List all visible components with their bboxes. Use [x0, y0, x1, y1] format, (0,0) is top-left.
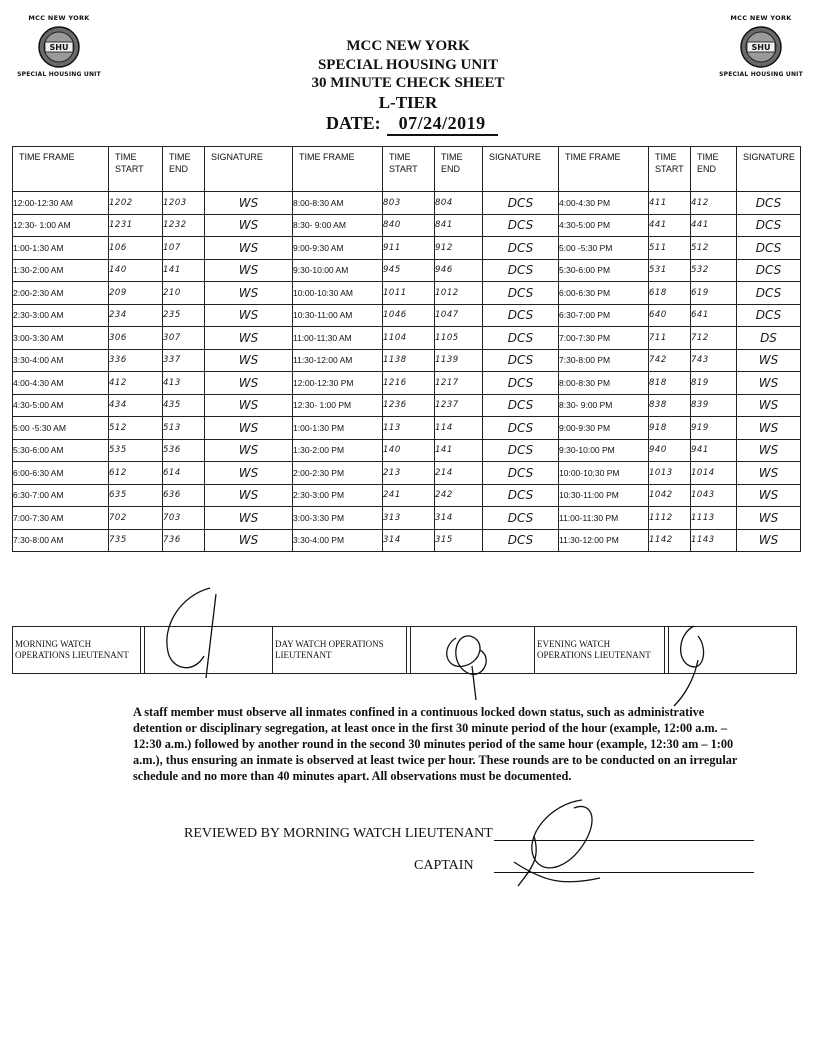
evening-time-start-cell[interactable]: 531: [649, 259, 691, 282]
signature-initials: WS: [238, 398, 259, 413]
signature-initials: WS: [758, 375, 779, 390]
signature-initials: DCS: [507, 443, 534, 458]
day-time-end-cell[interactable]: 1012: [435, 282, 483, 305]
day-time-start-cell[interactable]: 803: [383, 192, 435, 215]
evening-time-frame-cell: 10:00-10:30 PM: [559, 462, 649, 485]
day-time-start-cell[interactable]: 1236: [383, 394, 435, 417]
evening-time-start-cell[interactable]: 711: [649, 327, 691, 350]
evening-signature-cell[interactable]: [737, 484, 801, 507]
signature-initials: DCS: [507, 285, 534, 300]
morning-time-frame-cell: 12:30- 1:00 AM: [13, 214, 109, 237]
evening-time-frame-cell: 5:30-6:00 PM: [559, 259, 649, 282]
morning-time-start-cell[interactable]: 1231: [109, 214, 163, 237]
day-time-frame-cell: 1:00-1:30 PM: [293, 417, 383, 440]
evening-time-frame-cell: 10:30-11:00 PM: [559, 484, 649, 507]
evening-time-end-cell[interactable]: 743: [691, 349, 737, 372]
col-signature: SIGNATURE: [737, 147, 801, 192]
signature-initials: WS: [238, 263, 259, 278]
day-time-start-cell[interactable]: 313: [383, 507, 435, 530]
day-signature-cell[interactable]: [483, 349, 559, 372]
table-row: [13, 327, 801, 350]
table-header-row: [13, 147, 801, 192]
morning-time-frame-cell: 5:00 -5:30 AM: [13, 417, 109, 440]
evening-time-end-cell[interactable]: 1043: [691, 484, 737, 507]
day-time-end-cell[interactable]: 314: [435, 507, 483, 530]
morning-time-end-cell[interactable]: 736: [163, 529, 205, 552]
day-time-start-cell[interactable]: 945: [383, 259, 435, 282]
day-time-frame-cell: 11:30-12:00 AM: [293, 349, 383, 372]
morning-time-frame-cell: 3:00-3:30 AM: [13, 327, 109, 350]
evening-signature-cell[interactable]: [737, 349, 801, 372]
logo-top-text: MCC NEW YORK: [28, 14, 90, 22]
svg-text:SHU: SHU: [751, 43, 771, 52]
day-time-frame-cell: 12:30- 1:00 PM: [293, 394, 383, 417]
morning-time-end-cell[interactable]: 636: [163, 484, 205, 507]
svg-text:SHU: SHU: [49, 43, 69, 52]
morning-signature-cell[interactable]: [205, 439, 293, 462]
col-time-start: TIME START: [649, 147, 691, 192]
signature-initials: DCS: [507, 263, 534, 278]
table-row: [13, 259, 801, 282]
morning-time-frame-cell: 12:00-12:30 AM: [13, 192, 109, 215]
evening-time-end-cell[interactable]: 919: [691, 417, 737, 440]
evening-time-start-cell[interactable]: 742: [649, 349, 691, 372]
signature-initials: DCS: [507, 533, 534, 548]
morning-time-start-cell[interactable]: 412: [109, 372, 163, 395]
morning-time-frame-cell: 1:00-1:30 AM: [13, 237, 109, 260]
signature-initials: WS: [758, 510, 779, 525]
reviewer-signature: [504, 796, 624, 892]
evening-time-frame-cell: 9:30-10:00 PM: [559, 439, 649, 462]
morning-time-end-cell[interactable]: 435: [163, 394, 205, 417]
morning-signature-cell[interactable]: [205, 372, 293, 395]
evening-time-end-cell[interactable]: 412: [691, 192, 737, 215]
evening-time-end-cell[interactable]: 619: [691, 282, 737, 305]
signature-initials: DCS: [755, 195, 782, 210]
lieutenant-signoff-table: [12, 626, 797, 674]
evening-time-frame-cell: 11:00-11:30 PM: [559, 507, 649, 530]
col-signature: SIGNATURE: [205, 147, 293, 192]
evening-time-end-cell[interactable]: 641: [691, 304, 737, 327]
table-row: [13, 349, 801, 372]
signature-initials: WS: [238, 443, 259, 458]
signature-initials: DCS: [755, 263, 782, 278]
col-time-frame: TIME FRAME: [559, 147, 649, 192]
col-time-end: TIME END: [435, 147, 483, 192]
date-value: 07/24/2019: [387, 113, 498, 136]
table-row: [13, 282, 801, 305]
morning-time-end-cell[interactable]: 337: [163, 349, 205, 372]
evening-time-frame-cell: 5:00 -5:30 PM: [559, 237, 649, 260]
signature-initials: WS: [758, 533, 779, 548]
morning-time-end-cell[interactable]: 307: [163, 327, 205, 350]
header-sheet-title: 30 MINUTE CHECK SHEET: [311, 75, 505, 91]
evening-time-frame-cell: 6:00-6:30 PM: [559, 282, 649, 305]
signature-initials: WS: [238, 375, 259, 390]
evening-time-frame-cell: 6:30-7:00 PM: [559, 304, 649, 327]
reviewed-by-signature-line[interactable]: [494, 840, 754, 841]
evening-signature-cell[interactable]: [737, 192, 801, 215]
morning-time-start-cell[interactable]: 1202: [109, 192, 163, 215]
signature-initials: WS: [238, 330, 259, 345]
morning-time-start-cell[interactable]: 512: [109, 417, 163, 440]
evening-time-frame-cell: 8:00-8:30 PM: [559, 372, 649, 395]
day-time-end-cell[interactable]: 841: [435, 214, 483, 237]
morning-signature-cell[interactable]: [205, 462, 293, 485]
morning-signature-cell[interactable]: [205, 282, 293, 305]
day-time-frame-cell: 3:00-3:30 PM: [293, 507, 383, 530]
check-sheet-table: [12, 146, 801, 552]
day-time-start-cell[interactable]: 1104: [383, 327, 435, 350]
signature-initials: DCS: [755, 240, 782, 255]
evening-time-end-cell[interactable]: 1113: [691, 507, 737, 530]
morning-time-end-cell[interactable]: 413: [163, 372, 205, 395]
logo-bottom-text: SPECIAL HOUSING UNIT: [17, 71, 101, 78]
morning-time-start-cell[interactable]: 306: [109, 327, 163, 350]
lieutenant-row: [13, 627, 797, 674]
day-signature-cell[interactable]: [483, 394, 559, 417]
col-time-frame: TIME FRAME: [293, 147, 383, 192]
morning-time-start-cell[interactable]: 735: [109, 529, 163, 552]
day-signature-cell[interactable]: [483, 484, 559, 507]
evening-time-start-cell[interactable]: 411: [649, 192, 691, 215]
day-time-start-cell[interactable]: 1138: [383, 349, 435, 372]
day-signature-cell[interactable]: [483, 259, 559, 282]
day-signature-cell[interactable]: [483, 372, 559, 395]
signature-initials: DCS: [507, 398, 534, 413]
day-time-frame-cell: 8:00-8:30 AM: [293, 192, 383, 215]
header-tier: L-TIER: [378, 93, 438, 112]
signature-initials: DCS: [507, 195, 534, 210]
morning-time-frame-cell: 3:30-4:00 AM: [13, 349, 109, 372]
evening-signature-cell[interactable]: [737, 462, 801, 485]
evening-time-start-cell[interactable]: 818: [649, 372, 691, 395]
morning-signature-cell[interactable]: [205, 304, 293, 327]
signature-initials: WS: [238, 195, 259, 210]
table-row: [13, 484, 801, 507]
day-time-end-cell[interactable]: 214: [435, 462, 483, 485]
morning-time-frame-cell: 6:00-6:30 AM: [13, 462, 109, 485]
day-time-end-cell[interactable]: 114: [435, 417, 483, 440]
signature-initials: DCS: [507, 375, 534, 390]
signature-initials: WS: [758, 443, 779, 458]
day-time-end-cell[interactable]: 1217: [435, 372, 483, 395]
evening-time-start-cell[interactable]: 940: [649, 439, 691, 462]
evening-time-start-cell[interactable]: 441: [649, 214, 691, 237]
day-time-start-cell[interactable]: 113: [383, 417, 435, 440]
day-watch-label: DAY WATCH OPERATIONS LIEUTENANT: [273, 627, 407, 674]
morning-signature-cell[interactable]: [205, 484, 293, 507]
evening-signature-cell[interactable]: [737, 372, 801, 395]
evening-watch-signature-field[interactable]: [669, 627, 797, 674]
day-time-start-cell[interactable]: 213: [383, 462, 435, 485]
morning-signature-cell[interactable]: [205, 259, 293, 282]
day-signature-cell[interactable]: [483, 282, 559, 305]
signature-initials: DCS: [507, 353, 534, 368]
morning-time-start-cell[interactable]: 234: [109, 304, 163, 327]
table-row: [13, 304, 801, 327]
captain-label: CAPTAIN: [414, 858, 474, 873]
evening-signature-cell[interactable]: [737, 282, 801, 305]
table-row: [13, 394, 801, 417]
evening-signature-cell[interactable]: [737, 439, 801, 462]
observation-policy-notice: A staff member must observe all inmates confined in a continuous locked down status, such as administrative detention or disciplinary segregation, at least once in the first 30 minute period of the hour (example, 12:00 a.m. – 12:30 a.m.) followed by another round in the second 30 minutes period of the same hour (example, 12:30 am – 1:00 a.m.), thus ensuring an inmate is observed at least twice per hour. These rounds are to be conducted on an irregular schedule and no more than 40 minutes apart. All observations must be documented.: [133, 705, 738, 783]
evening-signature-cell[interactable]: [737, 507, 801, 530]
day-time-frame-cell: 8:30- 9:00 AM: [293, 214, 383, 237]
day-signature-cell[interactable]: [483, 237, 559, 260]
evening-time-start-cell[interactable]: 1013: [649, 462, 691, 485]
table-row: [13, 214, 801, 237]
col-signature: SIGNATURE: [483, 147, 559, 192]
morning-time-start-cell[interactable]: 702: [109, 507, 163, 530]
signature-initials: WS: [758, 398, 779, 413]
day-time-end-cell[interactable]: 912: [435, 237, 483, 260]
evening-time-frame-cell: 9:00-9:30 PM: [559, 417, 649, 440]
day-time-frame-cell: 10:30-11:00 AM: [293, 304, 383, 327]
morning-time-frame-cell: 7:30-8:00 AM: [13, 529, 109, 552]
morning-signature-cell[interactable]: [205, 237, 293, 260]
day-time-start-cell[interactable]: 140: [383, 439, 435, 462]
day-signature-cell[interactable]: [483, 192, 559, 215]
evening-time-end-cell[interactable]: 712: [691, 327, 737, 350]
day-signature-cell[interactable]: [483, 417, 559, 440]
signature-initials: DCS: [507, 308, 534, 323]
evening-time-frame-cell: 7:30-8:00 PM: [559, 349, 649, 372]
evening-time-start-cell[interactable]: 640: [649, 304, 691, 327]
header-unit: SPECIAL HOUSING UNIT: [317, 57, 499, 73]
signature-initials: WS: [238, 240, 259, 255]
day-signature-cell[interactable]: [483, 462, 559, 485]
col-time-end: TIME END: [691, 147, 737, 192]
morning-time-start-cell[interactable]: 434: [109, 394, 163, 417]
day-watch-signature-field[interactable]: [411, 627, 535, 674]
morning-time-start-cell[interactable]: 106: [109, 237, 163, 260]
morning-time-start-cell[interactable]: 635: [109, 484, 163, 507]
day-signature-cell[interactable]: [483, 439, 559, 462]
signature-initials: WS: [758, 420, 779, 435]
signature-initials: WS: [238, 510, 259, 525]
signature-initials: DCS: [507, 420, 534, 435]
morning-signature-cell[interactable]: [205, 214, 293, 237]
evening-watch-label: EVENING WATCH OPERATIONS LIEUTENANT: [535, 627, 665, 674]
signature-initials: DCS: [507, 240, 534, 255]
day-signature-cell[interactable]: [483, 304, 559, 327]
evening-time-end-cell[interactable]: 441: [691, 214, 737, 237]
evening-time-start-cell[interactable]: 918: [649, 417, 691, 440]
table-row: [13, 237, 801, 260]
evening-time-end-cell[interactable]: 839: [691, 394, 737, 417]
day-time-end-cell[interactable]: 1139: [435, 349, 483, 372]
day-time-start-cell[interactable]: 1046: [383, 304, 435, 327]
morning-signature-cell[interactable]: [205, 349, 293, 372]
evening-time-start-cell[interactable]: 838: [649, 394, 691, 417]
day-time-end-cell[interactable]: 1047: [435, 304, 483, 327]
date-line: [326, 113, 498, 136]
day-signature-cell[interactable]: [483, 214, 559, 237]
evening-signature-cell[interactable]: [737, 259, 801, 282]
signature-initials: WS: [238, 465, 259, 480]
morning-time-end-cell[interactable]: 210: [163, 282, 205, 305]
day-time-start-cell[interactable]: 1011: [383, 282, 435, 305]
logo-top-text: MCC NEW YORK: [730, 14, 792, 22]
signature-initials: DCS: [507, 488, 534, 503]
day-time-start-cell[interactable]: 241: [383, 484, 435, 507]
morning-signature-cell[interactable]: [205, 394, 293, 417]
evening-time-frame-cell: 8:30- 9:00 PM: [559, 394, 649, 417]
morning-signature-cell[interactable]: [205, 507, 293, 530]
morning-signature-cell[interactable]: [205, 192, 293, 215]
day-time-start-cell[interactable]: 314: [383, 529, 435, 552]
morning-time-start-cell[interactable]: 535: [109, 439, 163, 462]
header-facility: MCC NEW YORK: [346, 38, 470, 54]
morning-time-frame-cell: 4:30-5:00 AM: [13, 394, 109, 417]
signature-initials: DCS: [507, 510, 534, 525]
reviewed-by-label: REVIEWED BY MORNING WATCH LIEUTENANT: [184, 826, 493, 841]
morning-signature-cell[interactable]: [205, 327, 293, 350]
signature-initials: WS: [238, 533, 259, 548]
morning-time-end-cell[interactable]: 235: [163, 304, 205, 327]
signature-initials: DCS: [755, 285, 782, 300]
morning-time-start-cell[interactable]: 336: [109, 349, 163, 372]
logo-bottom-text: SPECIAL HOUSING UNIT: [719, 71, 803, 78]
morning-time-frame-cell: 2:00-2:30 AM: [13, 282, 109, 305]
signature-initials: WS: [238, 353, 259, 368]
day-time-frame-cell: 12:00-12:30 PM: [293, 372, 383, 395]
day-time-frame-cell: 3:30-4:00 PM: [293, 529, 383, 552]
day-time-end-cell[interactable]: 946: [435, 259, 483, 282]
morning-time-start-cell[interactable]: 209: [109, 282, 163, 305]
evening-signature-cell[interactable]: [737, 214, 801, 237]
table-body: [13, 192, 801, 552]
table-row: [13, 417, 801, 440]
day-time-end-cell[interactable]: 804: [435, 192, 483, 215]
morning-signature-cell[interactable]: [205, 417, 293, 440]
date-label: DATE:: [326, 113, 381, 133]
signature-initials: WS: [238, 308, 259, 323]
morning-time-frame-cell: 7:00-7:30 AM: [13, 507, 109, 530]
captain-signature-line[interactable]: [494, 872, 754, 873]
morning-time-start-cell[interactable]: 140: [109, 259, 163, 282]
evening-time-start-cell[interactable]: 1112: [649, 507, 691, 530]
evening-signature-cell[interactable]: [737, 529, 801, 552]
evening-time-end-cell[interactable]: 1014: [691, 462, 737, 485]
morning-time-end-cell[interactable]: 513: [163, 417, 205, 440]
day-signature-cell[interactable]: [483, 529, 559, 552]
evening-time-start-cell[interactable]: 511: [649, 237, 691, 260]
day-time-frame-cell: 1:30-2:00 PM: [293, 439, 383, 462]
day-time-start-cell[interactable]: 840: [383, 214, 435, 237]
table-row: [13, 462, 801, 485]
evening-time-end-cell[interactable]: 941: [691, 439, 737, 462]
day-time-frame-cell: 11:00-11:30 AM: [293, 327, 383, 350]
evening-signature-cell[interactable]: [737, 237, 801, 260]
morning-time-end-cell[interactable]: 703: [163, 507, 205, 530]
day-time-start-cell[interactable]: 911: [383, 237, 435, 260]
evening-time-start-cell[interactable]: 1042: [649, 484, 691, 507]
morning-time-end-cell[interactable]: 536: [163, 439, 205, 462]
table-row: [13, 507, 801, 530]
signature-initials: WS: [238, 420, 259, 435]
table-row: [13, 529, 801, 552]
signature-initials: WS: [758, 465, 779, 480]
evening-time-frame-cell: 4:30-5:00 PM: [559, 214, 649, 237]
day-time-frame-cell: 10:00-10:30 AM: [293, 282, 383, 305]
evening-signature-cell[interactable]: [737, 394, 801, 417]
evening-signature-cell[interactable]: [737, 327, 801, 350]
evening-time-frame-cell: 11:30-12:00 PM: [559, 529, 649, 552]
evening-time-end-cell[interactable]: 819: [691, 372, 737, 395]
morning-time-end-cell[interactable]: 141: [163, 259, 205, 282]
day-time-start-cell[interactable]: 1216: [383, 372, 435, 395]
day-time-frame-cell: 9:00-9:30 AM: [293, 237, 383, 260]
col-time-end: TIME END: [163, 147, 205, 192]
table-row: [13, 192, 801, 215]
signature-initials: DCS: [755, 308, 782, 323]
day-time-frame-cell: 2:00-2:30 PM: [293, 462, 383, 485]
evening-time-frame-cell: 7:00-7:30 PM: [559, 327, 649, 350]
day-time-end-cell[interactable]: 315: [435, 529, 483, 552]
morning-time-end-cell[interactable]: 1203: [163, 192, 205, 215]
signature-initials: DCS: [507, 465, 534, 480]
signature-initials: WS: [238, 488, 259, 503]
signature-initials: DCS: [755, 218, 782, 233]
evening-time-end-cell[interactable]: 532: [691, 259, 737, 282]
morning-time-start-cell[interactable]: 612: [109, 462, 163, 485]
signature-initials: WS: [758, 488, 779, 503]
evening-signature-cell[interactable]: [737, 417, 801, 440]
morning-watch-label: MORNING WATCH OPERATIONS LIEUTENANT: [13, 627, 141, 674]
evening-time-start-cell[interactable]: 1142: [649, 529, 691, 552]
day-time-end-cell[interactable]: 1105: [435, 327, 483, 350]
morning-time-end-cell[interactable]: 107: [163, 237, 205, 260]
col-time-start: TIME START: [109, 147, 163, 192]
day-signature-cell[interactable]: [483, 507, 559, 530]
signature-initials: WS: [238, 218, 259, 233]
day-time-end-cell[interactable]: 1237: [435, 394, 483, 417]
day-time-end-cell[interactable]: 242: [435, 484, 483, 507]
morning-signature-cell[interactable]: [205, 529, 293, 552]
morning-time-frame-cell: 1:30-2:00 AM: [13, 259, 109, 282]
day-time-frame-cell: 2:30-3:00 PM: [293, 484, 383, 507]
day-time-end-cell[interactable]: 141: [435, 439, 483, 462]
evening-time-end-cell[interactable]: 512: [691, 237, 737, 260]
evening-time-frame-cell: 4:00-4:30 PM: [559, 192, 649, 215]
table-row: [13, 439, 801, 462]
morning-time-end-cell[interactable]: 614: [163, 462, 205, 485]
signature-initials: WS: [758, 353, 779, 368]
morning-time-frame-cell: 6:30-7:00 AM: [13, 484, 109, 507]
morning-time-frame-cell: 4:00-4:30 AM: [13, 372, 109, 395]
col-time-frame: TIME FRAME: [13, 147, 109, 192]
signature-initials: DCS: [507, 330, 534, 345]
signature-initials: DCS: [507, 218, 534, 233]
evening-time-start-cell[interactable]: 618: [649, 282, 691, 305]
signature-initials: WS: [238, 285, 259, 300]
morning-time-frame-cell: 2:30-3:00 AM: [13, 304, 109, 327]
evening-time-end-cell[interactable]: 1143: [691, 529, 737, 552]
day-signature-cell[interactable]: [483, 327, 559, 350]
morning-time-frame-cell: 5:30-6:00 AM: [13, 439, 109, 462]
table-row: [13, 372, 801, 395]
day-time-frame-cell: 9:30-10:00 AM: [293, 259, 383, 282]
morning-watch-signature-field[interactable]: [145, 627, 273, 674]
morning-time-end-cell[interactable]: 1232: [163, 214, 205, 237]
signature-initials: DS: [760, 330, 777, 345]
evening-signature-cell[interactable]: [737, 304, 801, 327]
col-time-start: TIME START: [383, 147, 435, 192]
